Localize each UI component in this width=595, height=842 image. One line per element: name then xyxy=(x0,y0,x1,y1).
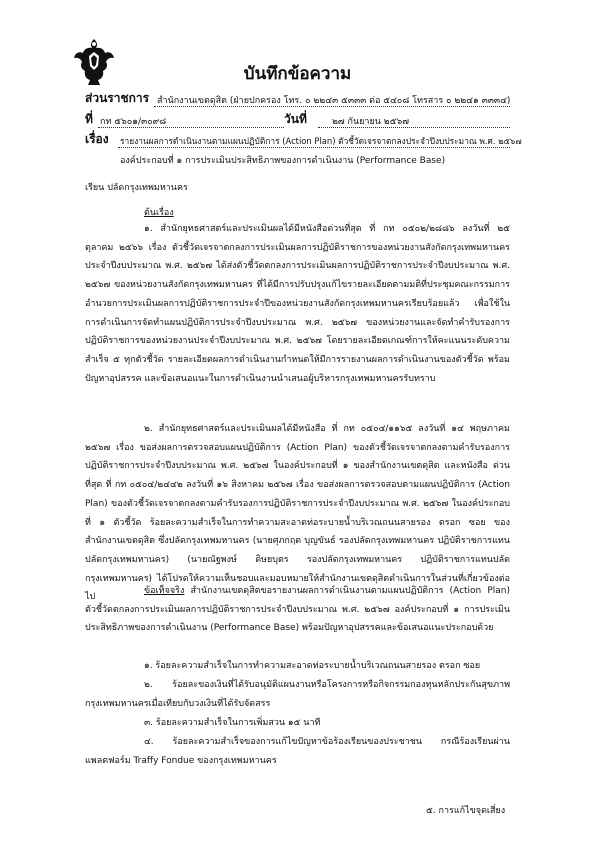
list-item: ๑. ร้อยละความสำเร็จในการทำความสะอาดท่อระบายน้ำบริเวณถนนสายรอง ตรอก ซอย xyxy=(144,661,481,671)
list-item: ๔. ร้อยละความสำเร็จของการแก้ไขปัญหาข้อร้องเรียนของประชาชน กรณีร้องเรียนผ่านแพลตฟอร์ม Traffy Fondue ของกรุงเทพมหานคร xyxy=(85,737,510,766)
date-label: วันที่ xyxy=(284,112,307,126)
origin-heading: ต้นเรื่อง xyxy=(144,208,174,218)
facts-heading: ข้อเท็จจริง xyxy=(144,586,185,596)
ref-value: กท ๕๖๐๑/๓๐๙๘ xyxy=(100,117,167,127)
date-underline xyxy=(318,127,510,128)
subject-line2: องค์ประกอบที่ ๑ การประเมินประสิทธิภาพของการดำเนินงาน (Performance Base) xyxy=(120,156,446,166)
paragraph-2 xyxy=(85,420,510,607)
date-value: ๒๗ กันยายน ๒๕๖๗ xyxy=(332,117,410,127)
facts-text: สำนักงานเขตดุสิตขอรายงานผลการดำเนินงานตามแผนปฏิบัติการ (Action Plan) ตัวชี้วัดตกลงการประเมินผลการปฏิบัติราชการประจำปีงบประมาณ พ.ศ. ๒๕๖๗ องค์ประกอบที่ ๑ การประเมินประสิทธิภาพของการดำเนินงาน (Performance Base) พร้อมปัญหาอุปสรรคและข้อเสนอแนะประกอบด้วย xyxy=(85,586,510,634)
subject-underline xyxy=(118,147,510,148)
memo-title: บันทึกข้อความ xyxy=(243,64,352,84)
paragraph-1-text: ๑. สำนักยุทธศาสตร์และประเมินผลได้มีหนังสือด่วนที่สุด ที่ กท ๐๕๐๒/๒๘๘๖ ลงวันที่ ๒๕ ตุลาคม ๒๕๖๖ เรื่อง ตัวชี้วัดเจรจาตกลงการประเมินผลการปฏิบัติราชการของหน่วยงานสังกัดกรุงเทพมหานคร ประจำปีงบประมาณ พ.ศ. ๒๕๖๗ ได้ส่งตัวชี้วัดตกลงการประเมินผลการปฏิบัติราชการประจำปีงบประมาณ พ.ศ. ๒๕๖๗ ของหน่วยงานสังกัดกรุงเทพมหานคร ที่ได้มีการปรับปรุงแก้ไขรายละเอียดตามมติที่ประชุมคณะกรรมการอำนวยการประเมินผลการปฏิบัติราชการประจำปีของหน่วยงานสังกัดกรุงเทพมหานครเรียบร้อยแล้ว เพื่อใช้ในการดำเนินการจัดทำแผนปฏิบัติการประจำปีงบประมาณ พ.ศ. ๒๕๖๗ ของหน่วยงานและจัดทำคำรับรองการปฏิบัติราชการของหน่วยงานประจำปีงบประมาณ พ.ศ. ๒๕๖๗ โดยรายละเอียดเกณฑ์การให้คะแนนระดับความสำเร็จ ๕ ทุกตัวชี้วัด รายละเอียดผลการดำเนินงานกำหนดให้มีการรายงานผลการดำเนินงานของตัวชี้วัด พร้อมปัญหาอุปสรรค และข้อเสนอแนะในการดำเนินงานนำเสนอผู้บริหารกรุงเทพมหานครรับทราบ xyxy=(85,224,510,384)
ref-underline xyxy=(98,127,284,128)
agency-value: สำนักงานเขตดุสิต (ฝ่ายปกครอง โทร. ๐ ๒๒๔๓ ๕๓๓๓ ต่อ ๕๔๐๘ โทรสาร ๐ ๒๒๔๑ ๓๓๓๔) xyxy=(157,96,511,106)
subject-value: รายงานผลการดำเนินงานตามแผนปฏิบัติการ (Action Plan) ตัวชี้วัดเจรจาตกลงประจำปีงบประมาณ พ.ศ. ๒๕๖๗ xyxy=(120,136,522,146)
list-item: ๓. ร้อยละความสำเร็จในการเพิ่มสวน ๑๕ นาที xyxy=(144,718,321,728)
list-item: ๒. ร้อยละของเงินที่ได้รับอนุมัติแผนงานหรือโครงการหรือกิจกรรมกองทุนหลักประกันสุขภาพกรุงเทพมหานครเมื่อเทียบกับวงเงินที่ได้รับจัดสรร xyxy=(85,680,510,709)
subject-label: เรื่อง xyxy=(85,132,109,146)
agency-label: ส่วนราชการ xyxy=(85,91,150,105)
salutation: เรียน ปลัดกรุงเทพมหานคร xyxy=(85,183,188,193)
facts-paragraph xyxy=(85,582,510,638)
continuation-marker: ๕. การแก้ไขจุดเสี่ยง xyxy=(426,806,506,816)
paragraph-2-text: ๒. สำนักยุทธศาสตร์และประเมินผลได้มีหนังสือ ที่ กท ๐๕๐๔/๑๑๖๕ ลงวันที่ ๑๔ พฤษภาคม ๒๕๖๗ เรื่อง ขอส่งผลการตรวจสอบแผนปฏิบัติการ (Action Plan) ของตัวชี้วัดเจรจาตกลงตามคำรับรองการปฏิบัติราชการประจำปีงบประมาณ พ.ศ. ๒๕๖๗ ในองค์ประกอบที่ ๑ ของสำนักงานเขตดุสิต และหนังสือ ด่วนที่สุด ที่ กท ๐๕๐๔/๒๔๔๒ ลงวันที่ ๑๖ สิงหาคม ๒๕๖๗ เรื่อง ขอส่งผลการตรวจสอบตามแผนปฏิบัติการ (Action Plan) ของตัวชี้วัดเจรจาตกลงตามคำรับรองการปฏิบัติราชการประจำปีงบประมาณ พ.ศ. ๒๕๖๗ ในองค์ประกอบที่ ๑ ตัวชี้วัด ร้อยละความสำเร็จในการทำความสะอาดท่อระบายน้ำบริเวณถนนสายรอง ตรอก ซอย ของสำนักงานเขตดุสิต ซึ่งปลัดกรุงเทพมหานคร (นายศุภกฤต บุญขันธ์ รองปลัดกรุงเทพมหานคร ปฏิบัติราชการแทนปลัดกรุงเทพมหานคร) (นายณัฐพงษ์ ดิษยบุตร รองปลัดกรุงเทพมหานคร ปฏิบัติราชการแทนปลัดกรุงเทพมหานคร) ได้โปรดให้ความเห็นชอบและมอบหมายให้สำนักงานเขตดุสิตดำเนินการในส่วนที่เกี่ยวข้องต่อไป xyxy=(85,424,510,603)
ref-label: ที่ xyxy=(85,112,93,126)
agency-underline xyxy=(154,106,510,107)
paragraph-1 xyxy=(85,220,510,388)
